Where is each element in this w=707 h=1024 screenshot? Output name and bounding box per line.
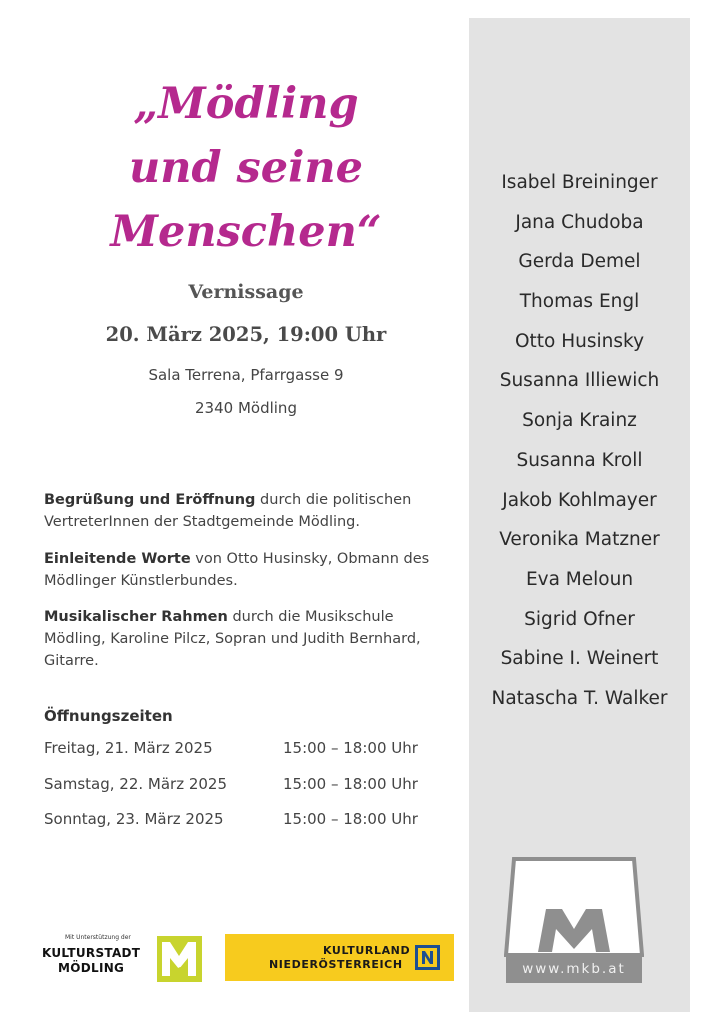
artist-name: Thomas Engl <box>519 291 640 313</box>
artist-name: Natascha T. Walker <box>491 687 668 709</box>
kulturland-niederoesterreich-logo <box>225 934 454 981</box>
event-postal-code: 2340 Mödling <box>195 399 297 417</box>
event-venue: Sala Terrena, Pfarrgasse 9 <box>148 366 344 384</box>
opening-day: Sonntag, 23. März 2025 <box>44 810 224 828</box>
opening-time: 15:00 – 18:00 Uhr <box>283 810 418 828</box>
opening-hours-title: Öffnungszeiten <box>44 707 173 725</box>
artist-name: Sonja Krainz <box>522 410 637 432</box>
program-item-text: von Otto Husinsky, Obmann des Mödlinger Künstlerbundes. <box>44 551 430 589</box>
opening-time: 15:00 – 18:00 Uhr <box>283 739 418 757</box>
artist-name: Eva Meloun <box>525 568 634 590</box>
logo-text: KULTURLAND <box>323 944 411 957</box>
program-item-text: durch die Musikschule Mödling, Karoline Pilcz, Sopran und Judith Bernhard, Gitarre. <box>44 609 421 669</box>
artist-name: Gerda Demel <box>518 251 641 273</box>
artist-name: Jana Chudoba <box>515 211 644 233</box>
logo-text: MÖDLING <box>58 961 125 975</box>
title-line: „Mödling <box>133 79 359 129</box>
opening-day: Samstag, 22. März 2025 <box>44 775 228 793</box>
opening-time: 15:00 – 18:00 Uhr <box>283 775 418 793</box>
artist-name: Susanna Illiewich <box>499 370 660 392</box>
program-item <box>44 489 464 533</box>
artist-name: Otto Husinsky <box>514 330 645 352</box>
mkb-website-url: www.mkb.at <box>522 961 626 977</box>
kulturstadt-moedling-logo <box>40 934 205 984</box>
program-item-heading: Musikalischer Rahmen <box>44 609 228 625</box>
logo-text: NIEDERÖSTERREICH <box>269 958 403 971</box>
title-line: und seine <box>128 143 364 193</box>
artist-name: Sigrid Ofner <box>524 608 635 630</box>
program-item-heading: Begrüßung und Eröffnung <box>44 492 256 508</box>
opening-hours-row <box>44 739 464 761</box>
event-datetime: 20. März 2025, 19:00 Uhr <box>105 323 387 346</box>
artist-list <box>469 168 690 724</box>
opening-hours-row <box>44 775 464 797</box>
artist-name: Susanna Kroll <box>516 449 643 471</box>
event-title <box>40 72 452 264</box>
logo-support-text: Mit Unterstützung der <box>65 934 131 941</box>
opening-day: Freitag, 21. März 2025 <box>44 739 213 757</box>
title-line: Menschen“ <box>110 207 382 257</box>
artist-name: Isabel Breininger <box>501 172 658 193</box>
artist-name: Jakob Kohlmayer <box>502 489 657 511</box>
opening-hours-row <box>44 810 464 832</box>
artist-name: Veronika Matzner <box>499 529 660 551</box>
program-item-text: durch die politischen VertreterInnen der Stadtgemeinde Mödling. <box>44 492 412 530</box>
niederoesterreich-badge-icon <box>415 945 440 970</box>
program-item-heading: Einleitende Worte <box>44 551 191 567</box>
program-item <box>44 548 464 592</box>
artist-name: Sabine I. Weinert <box>500 648 659 670</box>
kulturstadt-m-icon <box>157 936 202 982</box>
program-item <box>44 606 449 672</box>
logo-text: KULTURSTADT <box>42 946 141 960</box>
event-label: Vernissage <box>188 281 304 303</box>
